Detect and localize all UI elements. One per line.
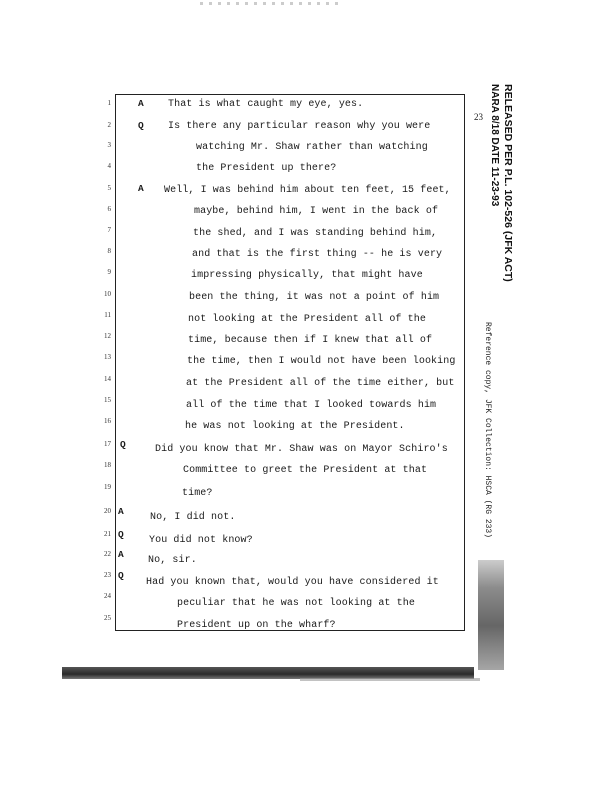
line-number: 20	[104, 507, 111, 515]
line-number: 6	[107, 205, 111, 213]
line-number: 9	[107, 268, 111, 276]
transcript-line: That is what caught my eye, yes.	[168, 99, 364, 110]
line-number: 16	[104, 417, 111, 425]
transcript-line: You did not know?	[149, 535, 253, 546]
line-number: 24	[104, 592, 111, 600]
transcript-line: No, I did not.	[150, 511, 236, 523]
speaker-label: A	[118, 549, 124, 560]
speaker-label: A	[138, 183, 144, 194]
transcript-line: the time, then I would not have been looking	[187, 356, 456, 367]
line-number: 10	[104, 290, 111, 298]
line-number: 13	[104, 353, 111, 361]
transcript-line: Did you know that Mr. Shaw was on Mayor Schiro's	[155, 444, 448, 455]
transcript-line: Well, I was behind him about ten feet, 15 feet,	[164, 185, 451, 196]
line-number: 23	[104, 571, 111, 579]
transcript-line: and that is the first thing -- he is very	[192, 248, 443, 260]
speaker-label: A	[138, 98, 144, 109]
transcript-line: been the thing, it was not a point of him	[189, 292, 440, 304]
line-number: 2	[107, 121, 111, 129]
transcript-line: Had you known that, would you have considered it	[146, 576, 439, 588]
line-number: 1	[107, 99, 111, 107]
transcript-line: impressing physically, that might have	[191, 270, 423, 281]
scan-artifact-right	[478, 560, 504, 670]
transcript-line: time, because then if I knew that all of	[188, 334, 433, 346]
speaker-label: Q	[118, 570, 124, 581]
line-number: 5	[107, 184, 111, 192]
scan-artifact-bottom-fade	[300, 678, 480, 681]
scan-artifact-top	[200, 2, 340, 5]
transcript-line: watching Mr. Shaw rather than watching	[196, 141, 428, 153]
line-number: 7	[107, 226, 111, 234]
line-number: 25	[104, 614, 111, 622]
transcript-line: at the President all of the time either, but	[186, 378, 455, 390]
line-number: 19	[104, 483, 111, 491]
transcript-line: No, sir.	[148, 555, 197, 567]
transcript-line: not looking at the President all of the	[188, 313, 426, 325]
line-number: 4	[107, 162, 111, 170]
line-number: 3	[107, 141, 111, 149]
transcript-line: he was not looking at the President.	[185, 420, 405, 432]
line-number: 22	[104, 550, 111, 558]
line-number: 14	[104, 375, 111, 383]
transcript-line: Is there any particular reason why you were	[168, 121, 431, 133]
release-stamp: RELEASED PER P.L. 102-526 (JFK ACT)	[502, 84, 514, 282]
speaker-label: Q	[138, 120, 144, 131]
reference-copy-note: Reference copy, JFK Collection: HSCA (RG 233)	[483, 322, 492, 539]
line-number: 8	[107, 247, 111, 255]
transcript-line: the President up there?	[196, 162, 337, 174]
transcript-line: the shed, and I was standing behind him,	[193, 227, 438, 239]
speaker-label: A	[118, 506, 124, 517]
line-number: 12	[104, 332, 111, 340]
line-number: 11	[104, 311, 111, 319]
transcript-line: all of the time that I looked towards him	[186, 399, 437, 411]
line-number: 21	[104, 530, 111, 538]
nara-date-stamp: NARA 8/18 DATE 11-23-93	[489, 84, 500, 207]
transcript-line: President up on the wharf?	[177, 620, 336, 631]
line-number: 15	[104, 396, 111, 404]
transcript-line: Committee to greet the President at that	[183, 465, 428, 477]
transcript-line: time?	[182, 487, 213, 499]
transcript-line: maybe, behind him, I went in the back of	[194, 206, 439, 218]
page-number: 23	[474, 112, 483, 122]
speaker-label: Q	[120, 439, 126, 450]
speaker-label: Q	[118, 529, 124, 540]
line-number: 18	[104, 461, 111, 469]
line-number: 17	[104, 440, 111, 448]
transcript-line: peculiar that he was not looking at the	[177, 597, 415, 609]
